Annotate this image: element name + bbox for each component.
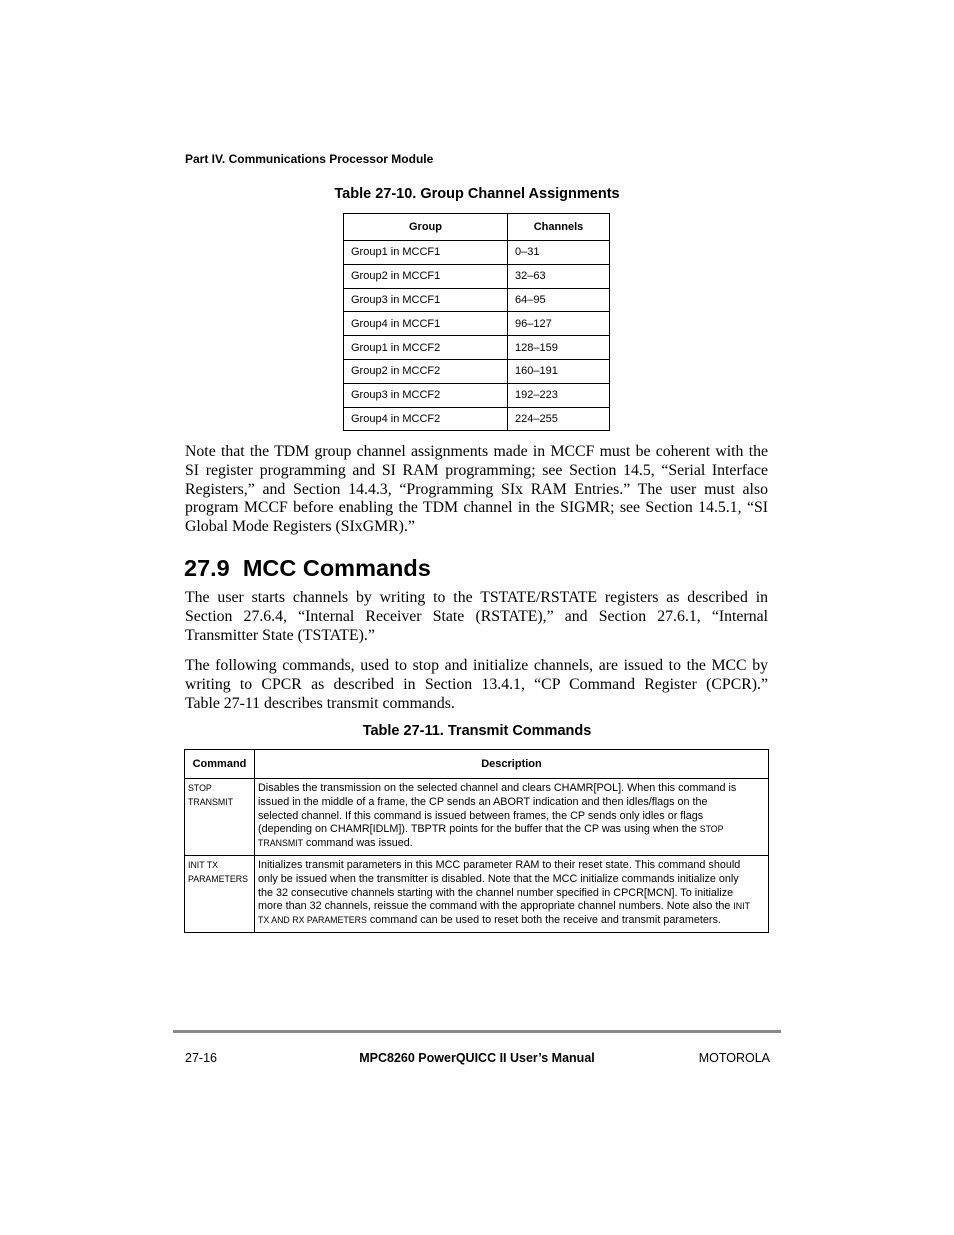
paragraph-line: SI register programming and SI RAM programming; see Section 14.5, “Serial Interface <box>185 461 768 479</box>
description-line: only be issued when the transmitter is disabled. Note that the MCC initialize commands initialize only <box>258 872 739 885</box>
description-line: the 32 consecutive channels starting with the channel number specified in CPCR[MCN]. To initialize <box>258 886 734 899</box>
table-header-row <box>185 750 769 779</box>
group-cell: Group4 in MCCF2 <box>344 407 508 431</box>
group-cell: Group3 in MCCF2 <box>344 383 508 407</box>
column-header-channels: Channels <box>508 214 610 241</box>
group-cell: Group4 in MCCF1 <box>344 312 508 336</box>
paragraph-line: The following commands, used to stop and initialize channels, are issued to the MCC by <box>185 657 768 674</box>
description-line: selected channel. If this command is issued between frames, the CP sends only idles or flags <box>258 809 704 822</box>
description-cell <box>255 779 769 856</box>
paragraph-line: Registers,” and Section 14.4.3, “Programming SIx RAM Entries.” The user must also <box>185 480 768 498</box>
group-cell: Group3 in MCCF1 <box>344 288 508 312</box>
paragraph-line: program MCCF before enabling the TDM channel in the SIGMR; see Section 14.5.1, “SI <box>185 499 768 517</box>
group-cell: Group2 in MCCF1 <box>344 264 508 288</box>
group-cell: Group1 in MCCF1 <box>344 241 508 265</box>
table-row <box>344 336 610 360</box>
channels-cell: 224–255 <box>508 407 610 431</box>
running-header: Part IV. Communications Processor Module <box>185 152 434 166</box>
paragraph-line: Section 27.6.4, “Internal Receiver State (RSTATE),” and Section 27.6.1, “Internal <box>185 607 768 625</box>
description-line: more than 32 channels, reissue the command with the appropriate channel numbers. Note also the <box>258 900 731 913</box>
channels-cell: 96–127 <box>508 312 610 336</box>
command-name-line: STOP <box>188 783 212 793</box>
command-cell <box>185 779 255 856</box>
table-27-10-caption: Table 27-10. Group Channel Assignments <box>334 186 620 202</box>
section-number: 27.9 <box>184 555 230 581</box>
description-line: Disables the transmission on the selected channel and clears CHAMR[POL]. When this command is <box>258 782 737 794</box>
transmit-commands-table <box>184 749 769 933</box>
column-header-group: Group <box>344 214 508 241</box>
description-line: Initializes transmit parameters in this MCC parameter RAM to their reset state. This command should <box>258 858 741 871</box>
channels-cell: 0–31 <box>508 241 610 265</box>
table-27-11-caption: Table 27-11. Transmit Commands <box>362 723 592 739</box>
paragraph-tdm-note <box>185 443 768 537</box>
paragraph-start-channels <box>185 589 768 645</box>
table-row <box>185 779 769 856</box>
group-channel-table <box>343 213 610 431</box>
page-number: 27-16 <box>185 1051 217 1065</box>
table-row <box>344 359 610 383</box>
table-row <box>344 264 610 288</box>
table-header-row <box>344 214 610 241</box>
paragraph-line: writing to CPCR as described in Section 13.4.1, “CP Command Register (CPCR).” <box>185 675 768 693</box>
command-name-line: PARAMETERS <box>188 873 248 884</box>
command-reference: TRANSMIT <box>258 838 303 849</box>
table-row <box>185 855 769 932</box>
command-name-line: INIT TX <box>188 859 218 870</box>
description-line: (depending on CHAMR[IDLM]). TBPTR points for the buffer that the CP was using when the <box>258 823 697 836</box>
paragraph-line: The user starts channels by writing to the TSTATE/RSTATE registers as described in <box>185 589 768 606</box>
table-row <box>344 241 610 265</box>
table-row <box>344 407 610 431</box>
channels-cell: 128–159 <box>508 336 610 360</box>
description-line: command was issued. <box>302 837 413 850</box>
channels-cell: 192–223 <box>508 383 610 407</box>
company-name: MOTOROLA <box>698 1051 770 1065</box>
description-line: command can be used to reset both the receive and transmit parameters. <box>366 914 721 927</box>
manual-title: MPC8260 PowerQUICC II User’s Manual <box>359 1051 595 1065</box>
command-reference: TX AND RX PARAMETERS <box>258 915 367 926</box>
command-name-line: TRANSMIT <box>188 796 233 807</box>
channels-cell: 32–63 <box>508 264 610 288</box>
group-cell: Group2 in MCCF2 <box>344 359 508 383</box>
channels-cell: 160–191 <box>508 359 610 383</box>
section-title: MCC Commands <box>242 555 431 581</box>
paragraph-line: Table 27-11 describes transmit commands. <box>185 694 455 712</box>
paragraph-line: Note that the TDM group channel assignments made in MCCF must be coherent with the <box>185 443 768 460</box>
table-row <box>344 312 610 336</box>
paragraph-line: Global Mode Registers (SIxGMR).” <box>185 518 415 536</box>
command-reference: INIT <box>733 901 750 912</box>
command-reference: STOP <box>699 824 724 835</box>
table-row <box>344 288 610 312</box>
command-cell <box>185 855 255 932</box>
description-line: issued in the middle of a frame, the CP sends an ABORT indication and then idles/flags on the <box>258 795 708 808</box>
group-cell: Group1 in MCCF2 <box>344 336 508 360</box>
footer-divider <box>173 1030 781 1033</box>
paragraph-line: Transmitter State (TSTATE).” <box>185 626 375 644</box>
column-header-command: Command <box>185 750 255 779</box>
table-row <box>344 383 610 407</box>
channels-cell: 64–95 <box>508 288 610 312</box>
section-heading <box>184 555 431 582</box>
paragraph-commands-intro <box>185 657 768 713</box>
description-cell <box>255 855 769 932</box>
column-header-description: Description <box>255 750 769 779</box>
